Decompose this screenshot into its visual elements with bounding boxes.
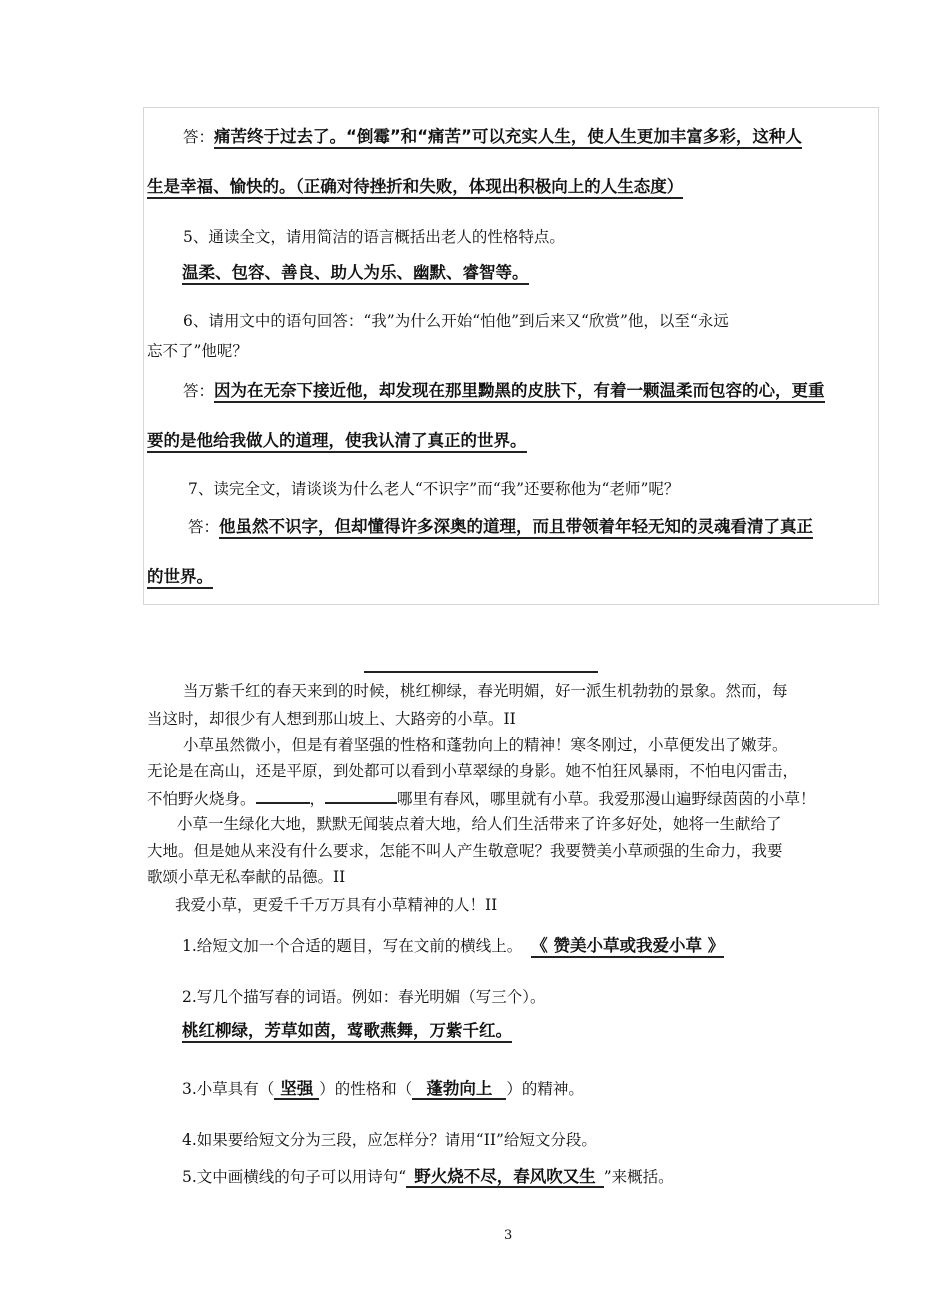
question-1-answer: 《 赞美小草或我爱小草 》 (531, 936, 724, 958)
passage-text: 哪里有春风，哪里就有小草。我爱那漫山遍野绿茵茵的小草！ (397, 790, 816, 808)
q6-answer-text-1: 因为在无奈下接近他，却发现在那里黝黑的皮肤下，有着一颗温柔而包容的心，更重 (214, 381, 825, 403)
question-4: 4.如果要给短文分为三段，应怎样分？请用“II”给短文分段。 (182, 1131, 597, 1149)
question-3-text: 3.小草具有（ (182, 1080, 275, 1098)
q7-answer-line2 (147, 566, 213, 588)
question-1-text: 1.给短文加一个合适的题目，写在文前的横线上。 (182, 937, 523, 955)
question-5-text: 5.文中画横线的句子可以用诗句“ (182, 1168, 407, 1186)
passage-p2-line3 (147, 786, 816, 810)
question-2-answer: 桃红柳绿，芳草如茵，莺歌燕舞，万紫千红。 (182, 1021, 512, 1043)
q5-question: 5、通读全文，请用简洁的语言概括出老人的性格特点。 (183, 228, 565, 246)
passage-p1-line1: 当万紫千红的春天来到的时候，桃红柳绿，春光明媚，好一派生机勃勃的景象。然而，每 (183, 682, 788, 700)
title-blank-line (364, 671, 598, 673)
question-2: 2.写几个描写春的词语。例如：春光明媚（写三个）。 (182, 988, 546, 1006)
question-5-answer: 野火烧不尽，春风吹又生 (406, 1167, 604, 1188)
question-3-answer-1: 坚强 (274, 1079, 319, 1100)
passage-p2-line2: 无论是在高山，还是平原，到处都可以看到小草翠绿的身影。她不怕狂风暴雨，不怕电闪雷击， (147, 762, 799, 780)
question-3-text: ）的精神。 (506, 1080, 584, 1098)
q7-question: 7、读完全文，请谈谈为什么老人“不识字”而“我”还要称他为“老师”呢？ (188, 480, 680, 498)
page-number: 3 (504, 1228, 513, 1243)
fill-blank-1 (256, 786, 310, 804)
q4-answer-text-1: 痛苦终于过去了。“倒霉”和“痛苦”可以充实人生，使人生更加丰富多彩，这种人 (214, 127, 802, 149)
passage-text: 不怕野火烧身。 (147, 790, 256, 808)
q7-answer-text-2: 的世界。 (147, 567, 213, 589)
question-5 (182, 1166, 674, 1188)
answer-prefix: 答： (183, 382, 215, 400)
question-3-answer-2: 蓬勃向上 (412, 1079, 506, 1100)
q6-question-line1: 6、请用文中的语句回答：“我”为什么开始“怕他”到后来又“欣赏”他，以至“永远 (183, 312, 729, 330)
q4-answer-line2 (147, 176, 683, 198)
q6-answer-line2 (147, 430, 527, 452)
q5-answer-text: 温柔、包容、善良、助人为乐、幽默、睿智等。 (182, 263, 529, 285)
q7-answer-text-1: 他虽然不识字，但却懂得许多深奥的道理，而且带领着年轻无知的灵魂看清了真正 (219, 517, 813, 539)
passage-text: ， (309, 790, 326, 808)
passage-p3-line2: 大地。但是她从来没有什么要求，怎能不叫人产生敬意呢？我要赞美小草顽强的生命力，我要 (147, 842, 783, 860)
answer-prefix: 答： (183, 128, 215, 146)
question-3-text: ）的性格和（ (319, 1080, 413, 1098)
passage-p4: 我爱小草，更爱千千万万具有小草精神的人！II (175, 896, 498, 914)
q7-answer-line1 (188, 516, 813, 538)
passage-p1-line2: 当这时，却很少有人想到那山坡上、大路旁的小草。II (147, 710, 516, 728)
question-2-answer-line (182, 1020, 512, 1042)
q6-question-line2: 忘不了”他呢？ (147, 342, 248, 360)
q6-answer-line1 (183, 380, 825, 402)
question-5-text: ”来概括。 (603, 1168, 674, 1186)
q6-answer-text-2: 要的是他给我做人的道理，使我认清了真正的世界。 (147, 431, 527, 453)
q5-answer (182, 262, 529, 284)
question-1 (182, 935, 724, 957)
q4-answer-text-2: 生是幸福、愉快的。（正确对待挫折和失败，体现出积极向上的人生态度） (147, 177, 683, 199)
passage-p3-line3: 歌颂小草无私奉献的品德。II (147, 868, 346, 886)
q4-answer-line1 (183, 126, 802, 148)
passage-p2-line1: 小草虽然微小，但是有着坚强的性格和蓬勃向上的精神！寒冬刚过，小草便发出了嫩芽。 (183, 736, 788, 754)
fill-blank-2 (325, 786, 397, 804)
passage-p3-line1: 小草一生绿化大地，默默无闻装点着大地，给人们生活带来了许多好处，她将一生献给了 (177, 815, 782, 833)
question-3 (182, 1078, 584, 1100)
answer-prefix: 答： (188, 518, 220, 536)
